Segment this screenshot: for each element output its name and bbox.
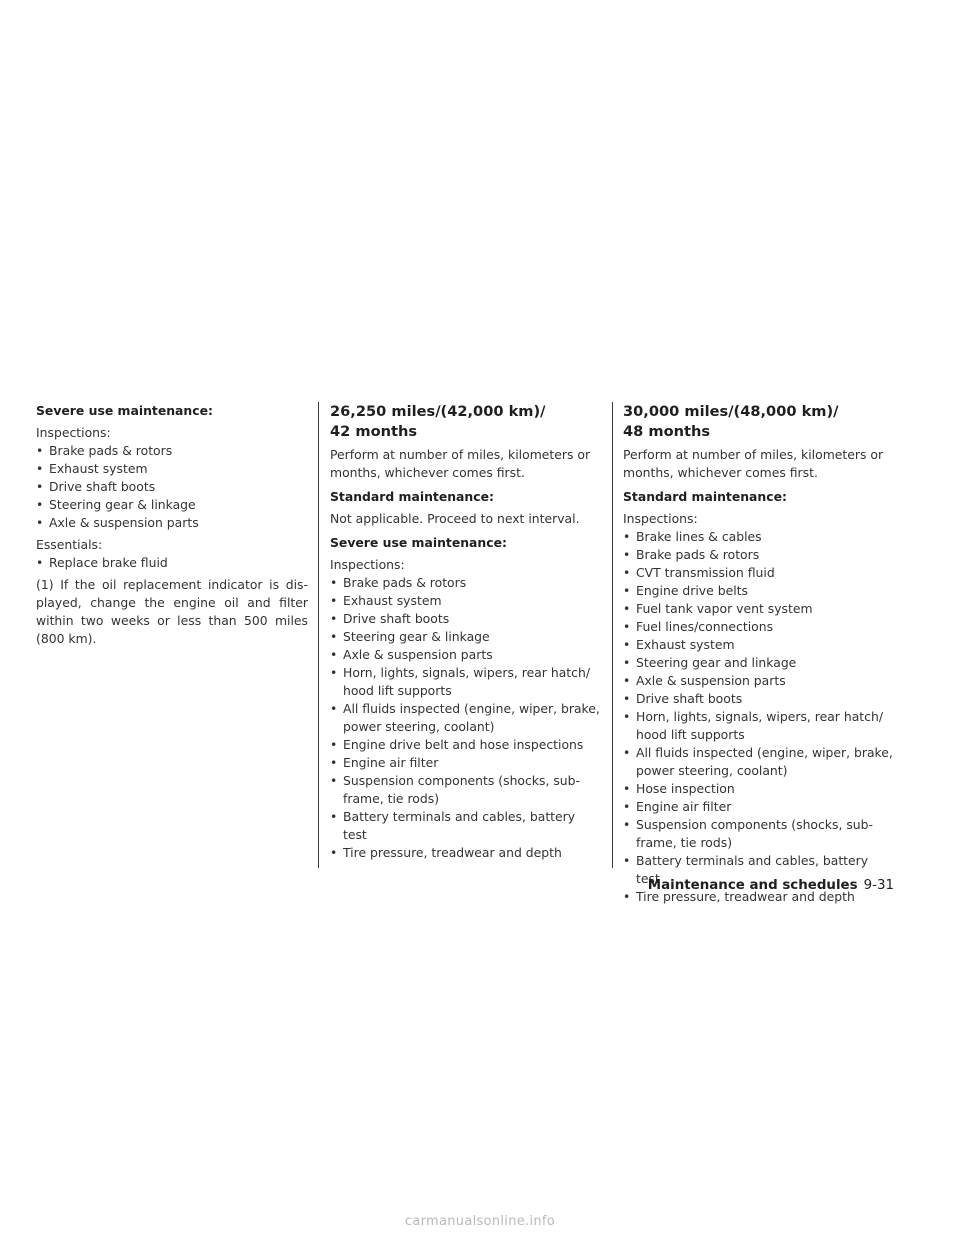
- list-item: • Fuel tank vapor vent system: [623, 600, 895, 618]
- standard-heading: Standard maintenance:: [623, 489, 787, 504]
- list-item: • Battery terminals and cables, battery test: [623, 852, 895, 888]
- interval-title-line1: 30,000 miles/(48,000 km)/: [623, 403, 839, 420]
- severe-heading: Severe use maintenance:: [36, 403, 213, 418]
- page-footer: [648, 878, 894, 893]
- inspections-list: [623, 528, 895, 906]
- inspections-label: Inspections:: [623, 511, 698, 526]
- list-item: • Steering gear & linkage: [330, 628, 602, 646]
- interval-intro: Perform at number of miles, kilometers or months, whichever comes first.: [330, 447, 591, 480]
- standard-heading: Standard maintenance:: [330, 489, 494, 504]
- list-item: • Drive shaft boots: [36, 478, 308, 496]
- footer-section-title: Maintenance and schedules: [647, 878, 858, 893]
- list-item: • Brake pads & rotors: [330, 574, 602, 592]
- column-1: [36, 402, 308, 648]
- list-item: • Engine air filter: [623, 798, 895, 816]
- list-item: • Drive shaft boots: [623, 690, 895, 708]
- list-item: • Brake lines & cables: [623, 528, 895, 546]
- list-item: • Engine drive belts: [623, 582, 895, 600]
- list-item: • Horn, lights, signals, wipers, rear hatch/ hood lift supports: [623, 708, 895, 744]
- interval-title: [330, 402, 602, 442]
- inspections-list: [330, 574, 602, 862]
- list-item: • Tire pressure, treadwear and depth: [330, 844, 602, 862]
- list-item: • Fuel lines/connections: [623, 618, 895, 636]
- list-item: • Hose inspection: [623, 780, 895, 798]
- list-item: • Steering gear & linkage: [36, 496, 308, 514]
- column-divider-2: [612, 402, 613, 868]
- list-item: • Replace brake fluid: [36, 554, 308, 572]
- list-item: • Suspension components (shocks, sub-frame, tie rods): [623, 816, 895, 852]
- inspections-list: [36, 442, 308, 532]
- list-item: • Tire pressure, treadwear and depth: [623, 888, 895, 906]
- list-item: • All fluids inspected (engine, wiper, brake, power steering, coolant): [623, 744, 895, 780]
- list-item: • CVT transmission fluid: [623, 564, 895, 582]
- list-item: • Engine air filter: [330, 754, 602, 772]
- interval-title-line2: 42 months: [330, 423, 418, 440]
- list-item: • Battery terminals and cables, battery test: [330, 808, 602, 844]
- inspections-label: Inspections:: [330, 557, 405, 572]
- standard-text: Not applicable. Proceed to next interval.: [330, 511, 580, 526]
- list-item: • Drive shaft boots: [330, 610, 602, 628]
- interval-intro: Perform at number of miles, kilometers or months, whichever comes first.: [623, 447, 884, 480]
- interval-title-line1: 26,250 miles/(42,000 km)/: [330, 403, 546, 420]
- list-item: • Exhaust system: [36, 460, 308, 478]
- oil-indicator-note: (1) If the oil replacement indicator is dis-played, change the engine oil and filter within two weeks or less than 500 miles (800 km).: [36, 577, 308, 646]
- list-item: • Brake pads & rotors: [623, 546, 895, 564]
- list-item: • Exhaust system: [623, 636, 895, 654]
- list-item: • Axle & suspension parts: [330, 646, 602, 664]
- essentials-label: Essentials:: [36, 537, 103, 552]
- column-3: [623, 402, 895, 910]
- list-item: • Suspension components (shocks, sub-frame, tie rods): [330, 772, 602, 808]
- list-item: • All fluids inspected (engine, wiper, brake, power steering, coolant): [330, 700, 602, 736]
- interval-title: [623, 402, 895, 442]
- page-number: 9-31: [863, 878, 894, 893]
- column-divider-1: [318, 402, 319, 868]
- list-item: • Axle & suspension parts: [36, 514, 308, 532]
- list-item: • Axle & suspension parts: [623, 672, 895, 690]
- interval-title-line2: 48 months: [623, 423, 711, 440]
- list-item: • Exhaust system: [330, 592, 602, 610]
- column-2: [330, 402, 602, 866]
- essentials-list: [36, 554, 308, 572]
- watermark: carmanualsonline.info: [404, 1214, 556, 1229]
- list-item: • Steering gear and linkage: [623, 654, 895, 672]
- list-item: • Horn, lights, signals, wipers, rear hatch/ hood lift supports: [330, 664, 602, 700]
- list-item: • Engine drive belt and hose inspections: [330, 736, 602, 754]
- severe-heading: Severe use maintenance:: [330, 535, 507, 550]
- list-item: • Brake pads & rotors: [36, 442, 308, 460]
- inspections-label: Inspections:: [36, 425, 111, 440]
